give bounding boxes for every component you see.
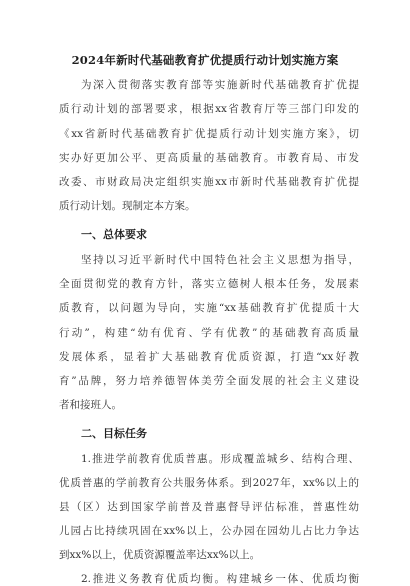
- section2-line-2: 优质普惠的学前教育公共服务体系。到2027年，xx%以上的: [59, 477, 359, 489]
- section2-line-1: 1.推进学前教育优质普惠。形成覆盖城乡、结构合理、: [81, 453, 359, 465]
- section2-line-5: 到xx%以上，优质资源覆盖率达xx%以上。: [59, 549, 261, 561]
- section1-line-7: 者和接班人。: [59, 399, 122, 411]
- section1-line-5: 发展体系，显着扩大基础教育优质资源，打造“xx好教: [59, 351, 359, 363]
- section2-line-6: 2.推进义务教育优质均衡。构建城乡一体、优质均衡: [81, 573, 359, 585]
- intro-line-5: 改委、市财政局决定组织实施xx市新时代基础教育扩优提: [59, 176, 359, 188]
- intro-line-3: 《xx省新时代基础教育扩优提质行动计划实施方案》，切: [59, 128, 359, 140]
- intro-line-1: 为深入贯彻落实教育部等实施新时代基础教育扩优提: [81, 79, 359, 91]
- intro-line-2: 质行动计划的部署要求，根据xx省教育厅等三部门印发的: [59, 103, 359, 115]
- section2-line-4: 儿园占比持续巩固在xx%以上，公办园在园幼儿占比力争达: [59, 525, 359, 537]
- section2-line-3: 县（区）达到国家学前普及普惠督导评估标准，普惠性幼: [59, 501, 359, 513]
- section1-line-4: 行动”，构建“幼有优育、学有优教”的基础教育高质量: [59, 327, 359, 339]
- intro-line-4: 实办好更加公平、更高质量的基础教育。市教育局、市发: [59, 152, 359, 164]
- section1-line-3: 质教育，以问题为导向，实施“xx基础教育扩优提质十大: [59, 302, 359, 314]
- section1-line-1: 坚持以习近平新时代中国特色社会主义思想为指导，: [81, 254, 359, 266]
- section1-line-2: 全面贯彻党的教育方针，落实立德树人根本任务，发展素: [59, 278, 359, 290]
- section1-line-6: 育”品牌，努力培养德智体美劳全面发展的社会主义建设: [59, 375, 359, 387]
- section-heading-goals: 二、目标任务: [81, 427, 147, 440]
- intro-line-6: 质行动计划。现制定本方案。: [59, 200, 196, 212]
- document-title: 2024年新时代基础教育扩优提质行动计划实施方案: [71, 53, 339, 67]
- section-heading-general: 一、总体要求: [81, 228, 147, 241]
